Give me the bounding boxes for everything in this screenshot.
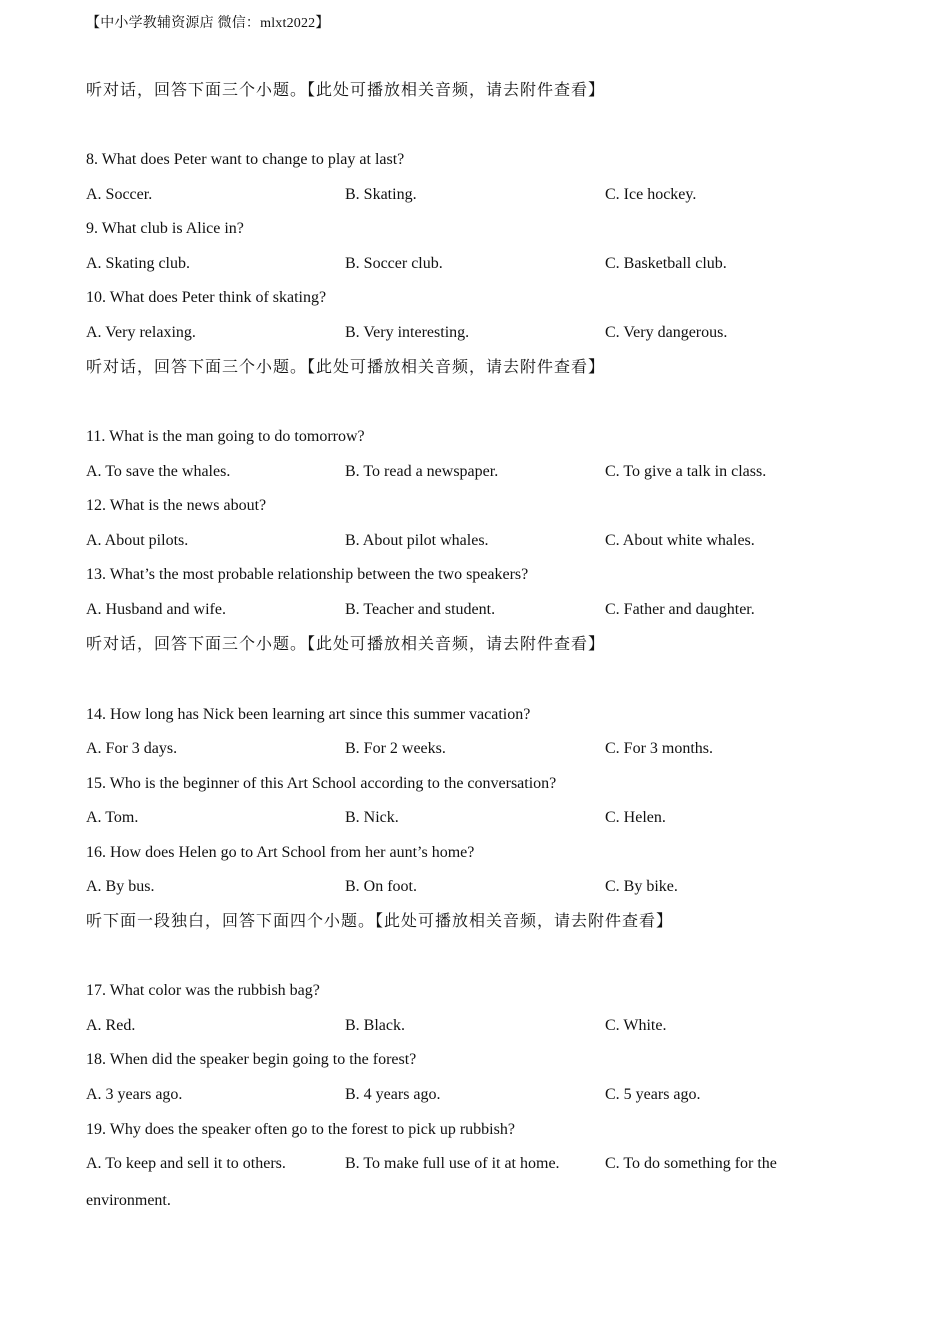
option-c: C. Basketball club. bbox=[605, 255, 727, 272]
option-c-continuation: environment. bbox=[86, 1192, 171, 1209]
question-8: 8. What does Peter want to change to play at last? bbox=[86, 151, 405, 168]
option-b: B. Very interesting. bbox=[345, 324, 470, 341]
question-18: 18. When did the speaker begin going to the forest? bbox=[86, 1051, 417, 1068]
option-a: A. Red. bbox=[86, 1017, 136, 1034]
option-a: A. For 3 days. bbox=[86, 740, 178, 757]
section-instruction: 听对话，回答下面三个小题。【此处可播放相关音频，请去附件查看】 bbox=[86, 82, 606, 99]
option-a: A. Husband and wife. bbox=[86, 601, 226, 618]
option-a: A. Tom. bbox=[86, 809, 139, 826]
option-b: B. Black. bbox=[345, 1017, 405, 1034]
question-10: 10. What does Peter think of skating? bbox=[86, 289, 327, 306]
option-b: B. Nick. bbox=[345, 809, 399, 826]
option-a: A. To save the whales. bbox=[86, 463, 231, 480]
option-c: C. By bike. bbox=[605, 878, 678, 895]
header-note: 【中小学教辅资源店 微信：mlxt2022】 bbox=[86, 16, 330, 31]
option-a: A. By bus. bbox=[86, 878, 155, 895]
section-instruction: 听对话，回答下面三个小题。【此处可播放相关音频，请去附件查看】 bbox=[86, 359, 606, 376]
option-c: C. Helen. bbox=[605, 809, 666, 826]
option-b: B. 4 years ago. bbox=[345, 1086, 441, 1103]
option-a: A. 3 years ago. bbox=[86, 1086, 183, 1103]
option-b: B. About pilot whales. bbox=[345, 532, 489, 549]
question-12: 12. What is the news about? bbox=[86, 497, 267, 514]
option-a: A. Very relaxing. bbox=[86, 324, 196, 341]
question-11: 11. What is the man going to do tomorrow? bbox=[86, 428, 365, 445]
option-c: C. To give a talk in class. bbox=[605, 463, 767, 480]
question-13: 13. What’s the most probable relationship between the two speakers? bbox=[86, 566, 529, 583]
option-b: B. Soccer club. bbox=[345, 255, 443, 272]
option-b: B. On foot. bbox=[345, 878, 417, 895]
question-14: 14. How long has Nick been learning art since this summer vacation? bbox=[86, 706, 531, 723]
option-c: C. 5 years ago. bbox=[605, 1086, 701, 1103]
section-instruction: 听下面一段独白，回答下面四个小题。【此处可播放相关音频，请去附件查看】 bbox=[86, 913, 674, 930]
option-c: C. To do something for the bbox=[605, 1155, 777, 1172]
question-19: 19. Why does the speaker often go to the forest to pick up rubbish? bbox=[86, 1121, 515, 1138]
option-c: C. About white whales. bbox=[605, 532, 755, 549]
option-c: C. White. bbox=[605, 1017, 667, 1034]
option-a: A. About pilots. bbox=[86, 532, 189, 549]
option-c: C. Ice hockey. bbox=[605, 186, 697, 203]
option-b: B. For 2 weeks. bbox=[345, 740, 446, 757]
option-c: C. For 3 months. bbox=[605, 740, 714, 757]
option-a: A. To keep and sell it to others. bbox=[86, 1155, 286, 1172]
option-c: C. Father and daughter. bbox=[605, 601, 755, 618]
question-16: 16. How does Helen go to Art School from her aunt’s home? bbox=[86, 844, 475, 861]
section-instruction: 听对话，回答下面三个小题。【此处可播放相关音频，请去附件查看】 bbox=[86, 636, 606, 653]
option-b: B. To read a newspaper. bbox=[345, 463, 499, 480]
option-b: B. Teacher and student. bbox=[345, 601, 496, 618]
option-b: B. Skating. bbox=[345, 186, 417, 203]
option-a: A. Soccer. bbox=[86, 186, 153, 203]
question-17: 17. What color was the rubbish bag? bbox=[86, 982, 320, 999]
option-b: B. To make full use of it at home. bbox=[345, 1155, 560, 1172]
question-15: 15. Who is the beginner of this Art School according to the conversation? bbox=[86, 775, 557, 792]
option-c: C. Very dangerous. bbox=[605, 324, 728, 341]
question-9: 9. What club is Alice in? bbox=[86, 220, 244, 237]
option-a: A. Skating club. bbox=[86, 255, 190, 272]
